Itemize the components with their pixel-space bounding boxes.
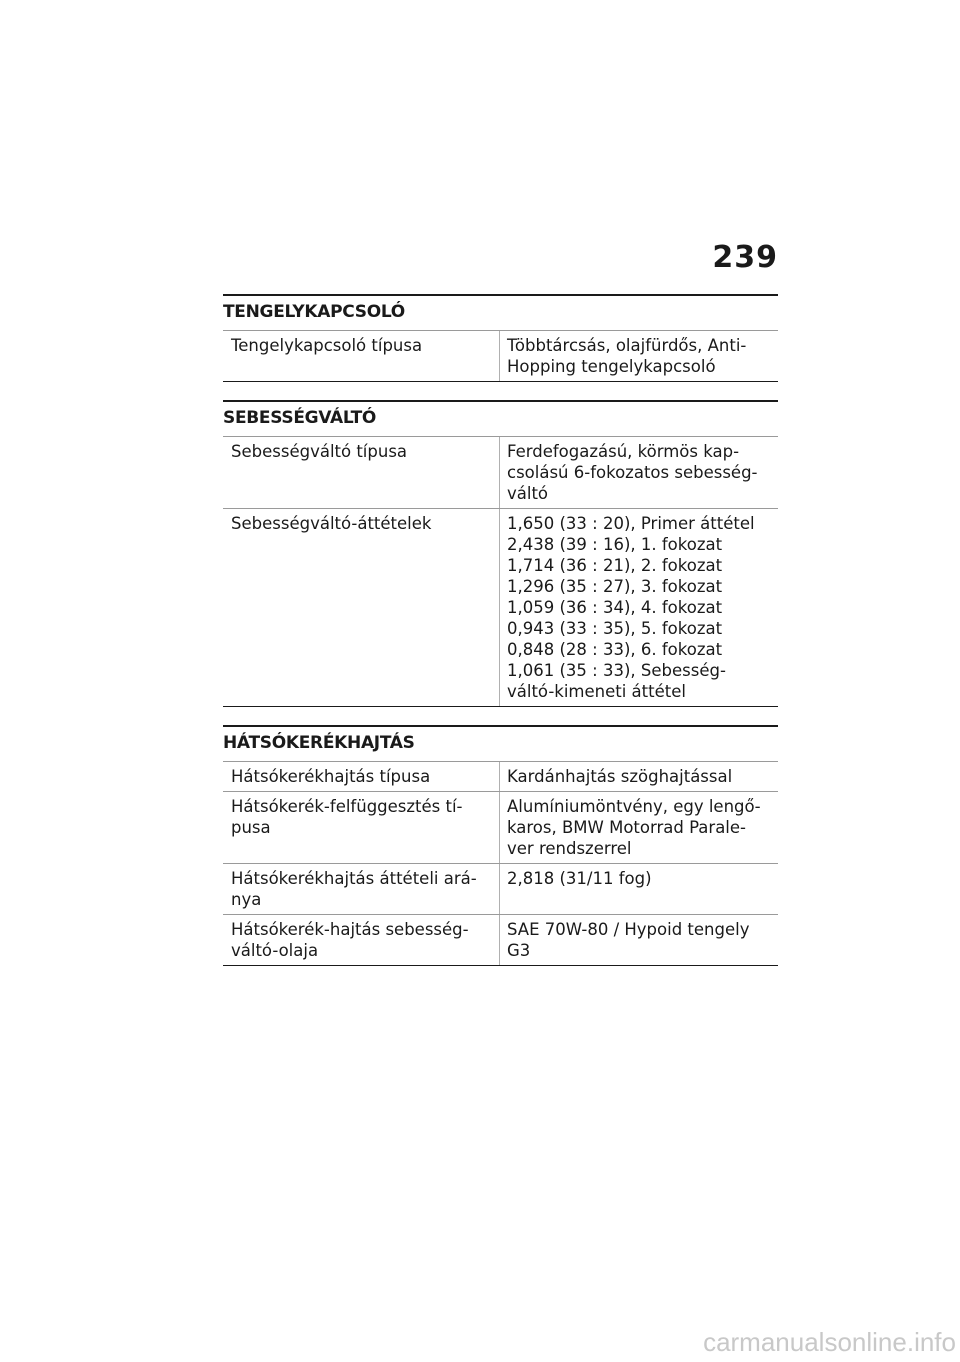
page-number: 239 [712,240,778,275]
spec-value: 2,818 (31/11 fog) [507,869,652,888]
section-gearbox [223,400,778,707]
spec-label: Sebességváltó típusa [223,437,500,508]
section-title: HÁTSÓKERÉKHAJTÁS [223,725,778,761]
spec-value: Ferdefogazású, körmös kap- csolású 6-fokozatos sebesség- váltó [507,442,758,503]
section-title: SEBESSÉGVÁLTÓ [223,400,778,436]
spec-label: Hátsókerékhajtás áttételi ará- nya [223,864,500,914]
table-row [223,914,778,966]
spec-label: Hátsókerékhajtás típusa [223,762,500,791]
table-row [223,863,778,914]
section-clutch [223,294,778,382]
spec-value: SAE 70W-80 / Hypoid tengely G3 [507,920,750,960]
spec-value: Alumíniumöntvény, egy lengő- karos, BMW Motorrad Parale- ver rendszerrel [507,797,761,858]
spec-value: Többtárcsás, olajfürdős, Anti- Hopping tengelykapcsoló [507,336,747,376]
section-rear-drive [223,725,778,966]
table-row [223,791,778,863]
table-row [223,508,778,707]
spec-label: Sebességváltó-áttételek [223,509,500,706]
spec-value: Kardánhajtás szöghajtással [507,767,733,786]
table-row [223,761,778,791]
spec-value: 1,650 (33 : 20), Primer áttétel 2,438 (39 : 16), 1. fokozat 1,714 (36 : 21), 2. fokozat 1,296 (35 : 27), 3. fokozat 1,059 (36 : 34), 4. fokozat 0,943 (33 : 35), 5. fokozat 0,848 (28 : 33), 6. fokozat 1,061 (35 : 33), Sebesség- váltó-kimeneti áttétel [507,514,755,701]
watermark: carmanualsonline.info [703,1327,956,1357]
spec-content [223,294,778,984]
table-row [223,330,778,382]
section-title: TENGELYKAPCSOLÓ [223,294,778,330]
spec-label: Hátsókerék-hajtás sebesség- váltó-olaja [223,915,500,965]
spec-label: Tengelykapcsoló típusa [223,331,500,381]
spec-label: Hátsókerék-felfüggesztés tí- pusa [223,792,500,863]
table-row [223,436,778,508]
